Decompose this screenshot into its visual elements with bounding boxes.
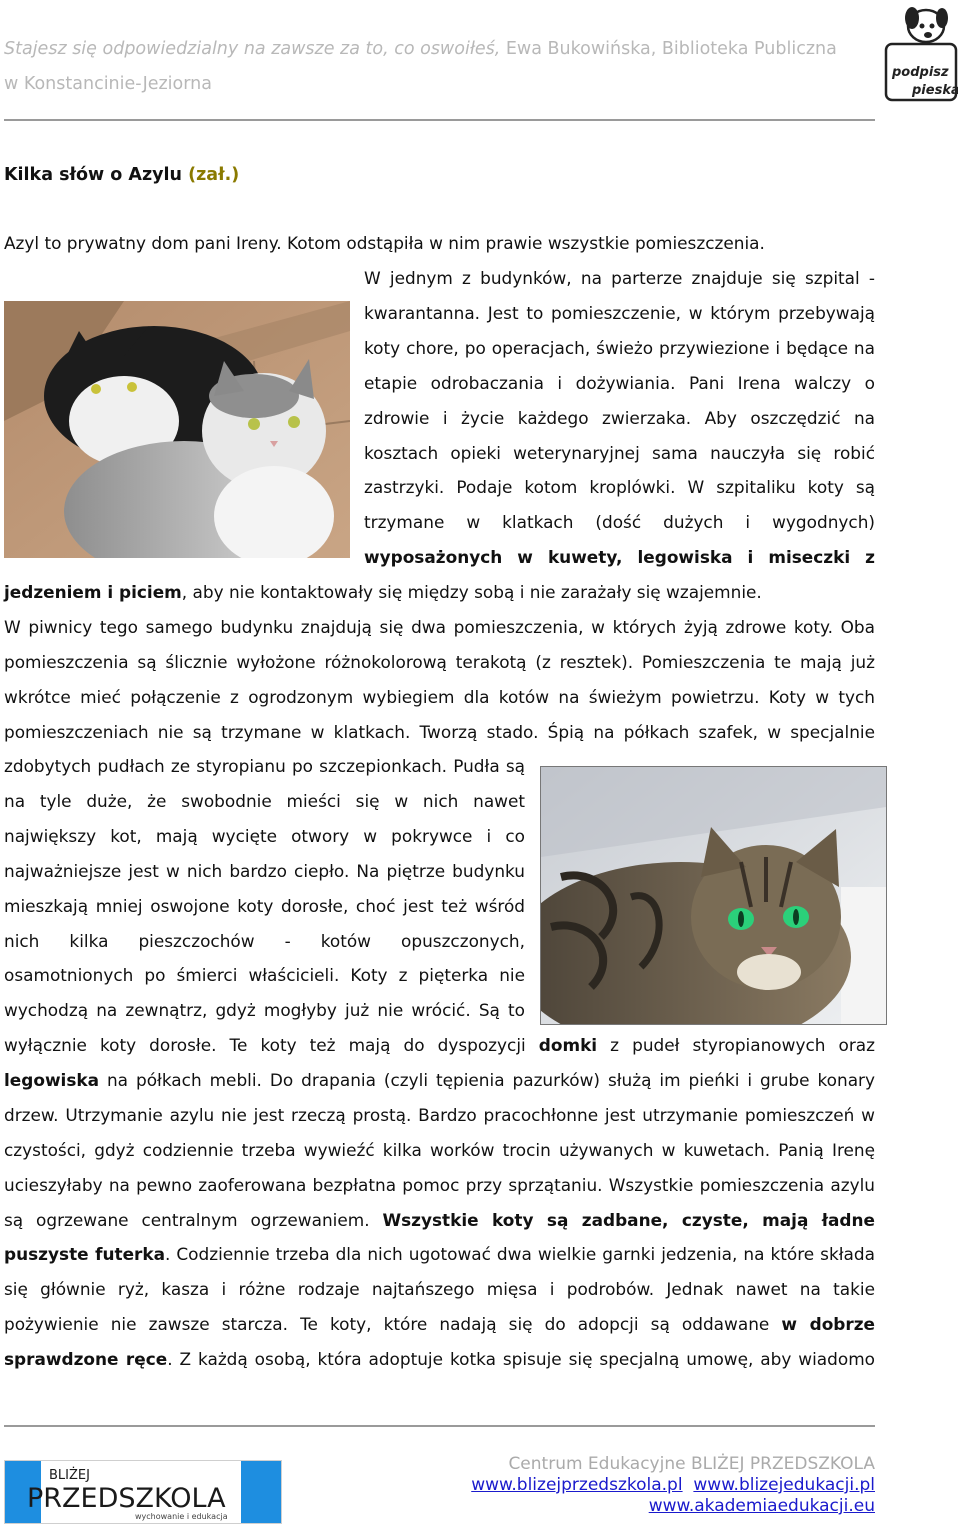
text-segment: wyłącznie koty dorosłe. Te koty też mają do dyspozycji [4, 1035, 539, 1055]
paragraph-1-column [364, 261, 875, 575]
podpisz-pieska-logo [884, 4, 958, 102]
book-title: Stajesz się odpowiedzialny na zawsze za to, co oswoiłeś, [4, 39, 501, 59]
logo-small-text: BLIŻEJ [49, 1468, 90, 1483]
text-segment: na półkach mebli. Do drapania (czyli tępienia pazurków) służą im pieńki i grube konary [99, 1069, 875, 1090]
text-line: czystości, gdyż codziennie trzeba wywieźć kilka worków trocin używanych w kuwetach. Panią Irenę [4, 1139, 875, 1160]
text-line: W jednym z budynków, na parterze znajduje się szpital - [364, 268, 875, 288]
text-line: najważniejsze jest w nich bardzo ciepło. Na piętrze budynku [4, 860, 525, 881]
logo-text-1: podpisz [892, 65, 949, 80]
logo-tagline: wychowanie i edukacja [135, 1512, 228, 1521]
bold-segment: domki [538, 1035, 598, 1055]
photo-two-cats [4, 301, 350, 558]
text-line: zastrzyki. Podaje kotom kroplówki. W szpitaliku koty są [364, 477, 875, 498]
text-line: koty chore, po operacjach, świeżo przywiezione i będące na [364, 337, 875, 358]
intro-line: Azyl to prywatny dom pani Ireny. Kotom odstąpiła w nim prawie wszystkie pomieszczenia. [4, 233, 765, 253]
logo-big-text: PRZEDSZKOLA [27, 1483, 226, 1514]
running-header [4, 32, 879, 102]
text-line: pomieszczeniach nie są trzymane w klatkach. Tworzą stado. Śpią na półkach szafek, w specjalnie [4, 721, 875, 742]
text-segment: pożywienie nie zawsze starcza. Te koty, które nadają się do adopcji są oddawane [4, 1314, 782, 1335]
text-line: nich kilka pieszczochów - kotów opuszczonych, [4, 930, 525, 951]
paragraph-2-column [4, 749, 525, 1028]
location: w Konstancinie-Jeziorna [4, 74, 212, 94]
text-line: na tyle duże, że swobodnie mieści się w nich nawet [4, 790, 525, 811]
footer-divider [4, 1425, 875, 1427]
text-segment: są ogrzewane centralnym ogrzewaniem. [4, 1209, 383, 1230]
link-akademiaedukacji[interactable]: www.akademiaedukacji.eu [648, 1496, 875, 1516]
paragraph-2-bottom [4, 1028, 875, 1377]
text-line: zdobytych pudłach ze styropianu po szczepionkach. Pudła są [4, 756, 525, 776]
logo-text-2: pieska [912, 83, 958, 98]
text-line: się głównie ryż, kasza i różne rodzaje najtańszego mięsa i podrobów. Jednak nawet na takie [4, 1279, 875, 1300]
text-segment: . Codziennie trzeba dla nich ugotować dwa wielkie garnki jedzenia, na które składa [164, 1244, 875, 1265]
text-segment: . Z każdą osobą, która adoptuje kotka spisuje się specjalną umowę, aby wiadomo [167, 1349, 876, 1370]
text-line: wkrótce mieć połączenie z ogrodzonym wybiegiem dla kotów na świeżym powietrzu. Koty w tych [4, 686, 875, 707]
title-main: Kilka słów o Azylu [4, 165, 189, 185]
text-line: W piwnicy tego samego budynku znajdują się dwa pomieszczenia, w których żyją zdrowe koty. Oba [4, 617, 875, 637]
text-line: drzew. Utrzymanie azylu nie jest rzeczą prostą. Bardzo pracochłonne jest utrzymanie pomieszczeń w [4, 1104, 875, 1125]
text-line: wychodzą na zewnątrz, gdyż mogłyby już nie wrócić. Są to [4, 1000, 525, 1021]
bold-segment: legowiska [4, 1069, 100, 1090]
bold-continuation: jedzeniem i piciem [4, 582, 182, 602]
header-divider [4, 119, 875, 121]
bold-segment: sprawdzone ręce [4, 1349, 168, 1370]
bold-line: wyposażonych w kuwety, legowiska i miseczki z [364, 547, 875, 568]
text-segment: z pudeł styropianowych oraz [597, 1035, 875, 1055]
text-line: największy kot, mają wycięte otwory w pokrywce i co [4, 825, 525, 846]
paragraph-intro [4, 226, 875, 261]
text-line: pomieszczenia są ślicznie wyłożone różnokolorową terakotą (z resztek). Pomieszczenia te mają już [4, 651, 875, 672]
footer-contact [471, 1454, 875, 1517]
text-line: ucieszyłaby na pewno zaoferowana bezpłatna pomoc przy sprzątaniu. Wszystkie pomieszczenia azylu [4, 1174, 875, 1195]
title-suffix: (zał.) [188, 165, 240, 185]
text-line: etapie odrobaczania i dożywiania. Pani Irena walczy o [364, 372, 875, 393]
text-line: kosztach opieki weterynaryjnej sama nauczyła się robić [364, 442, 875, 463]
bold-segment: Wszystkie koty są zadbane, czyste, mają ładne [382, 1209, 875, 1230]
bold-segment: puszyste futerka [4, 1244, 165, 1265]
author-line: Ewa Bukowińska, Biblioteka Publiczna [500, 39, 837, 59]
page-title [4, 160, 239, 190]
text-line: zdrowie i życie każdego zwierzaka. Aby oszczędzić na [364, 407, 875, 428]
text-line: kwarantanna. Jest to pomieszczenie, w którym przebywają [364, 302, 875, 323]
link-blizejedukacji[interactable]: www.blizejedukacji.pl [693, 1475, 875, 1495]
text-end: , aby nie kontaktowały się między sobą i nie zarażały się wzajemnie. [181, 582, 762, 602]
link-blizejprzedszkola[interactable]: www.blizejprzedszkola.pl [471, 1475, 683, 1495]
text-line: trzymane w klatkach (dość dużych i wygodnych) [364, 512, 875, 533]
text-line: mieszkają mniej oswojone koty dorosłe, choć jest też wśród [4, 895, 525, 916]
paragraph-2-top [4, 610, 875, 750]
footer-org: Centrum Edukacyjne BLIŻEJ PRZEDSZKOLA [508, 1454, 875, 1474]
text-line: osamotnionych po śmierci właścicieli. Koty z pięterka nie [4, 965, 525, 986]
paragraph-1-end [4, 575, 875, 610]
photo-tabby-cat [540, 766, 887, 1025]
blizej-przedszkola-logo [4, 1460, 282, 1524]
bold-segment: w dobrze [781, 1314, 875, 1335]
